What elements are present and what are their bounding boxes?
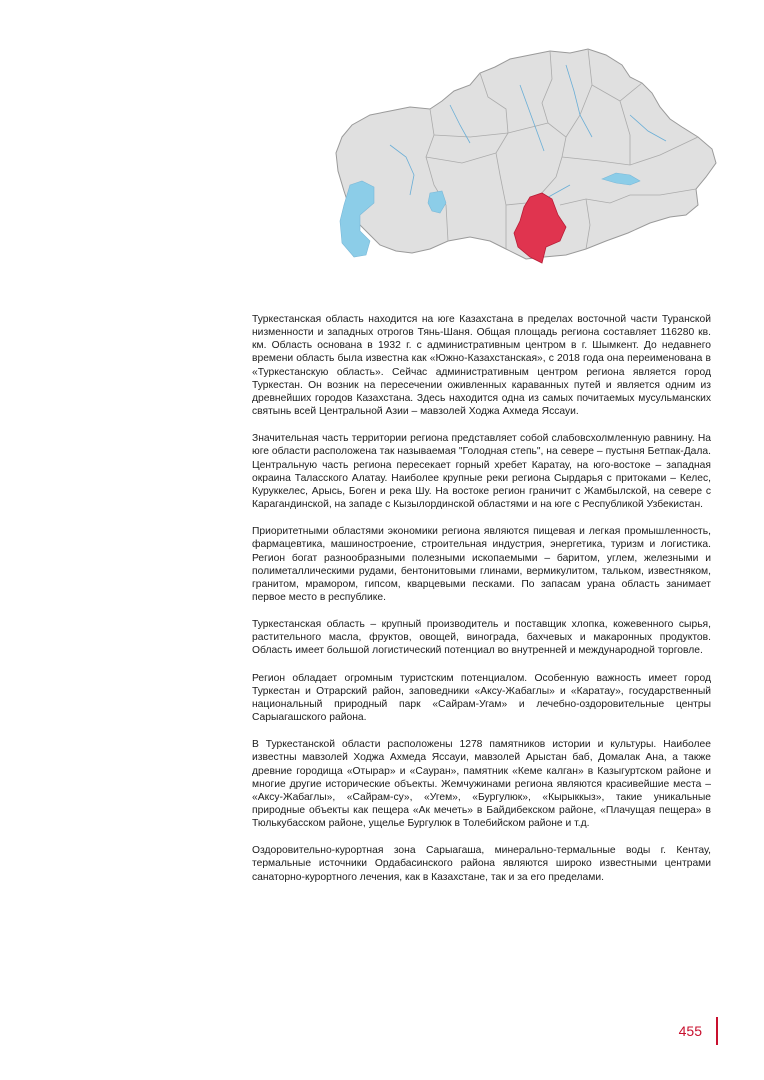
paragraph-agriculture: Туркестанская область – крупный производитель и поставщик хлопка, кожевенного сырья, растительного масла, фруктов, овощей, винограда, бахчевых и макаронных продуктов. Область имеет большой логистический потенциал во внутренней и международной торговле. xyxy=(252,619,711,657)
kazakhstan-region-map xyxy=(330,45,720,270)
page-number: 455 xyxy=(678,1023,702,1039)
paragraph-resorts: Оздоровительно-курортная зона Сарыагаша, минерально-термальные воды г. Кентау, термальные источники Ордабасинского района являются широко известными центрами санаторно-курортного лечения, как в Казахстане, так и за его пределами. xyxy=(252,845,711,883)
paragraph-geography: Значительная часть территории региона представляет собой слабовсхолмленную равнину. На юге области расположена так называемая "Голодная степь", на севере – пустыня Бетпак-Дала. Центральную часть региона пересекает горный хребет Каратау, на юго-востоке – западная окраина Таласского Алатау. Наиболее крупные реки региона Сырдарья с притоками – Келес, Куруккелес, Арысь, Боген и река Шу. На востоке регион граничит с Жамбылской, на севере с Карагандинской, на западе с Кызылординской областями и на юге с Республикой Узбекистан. xyxy=(252,433,711,511)
paragraph-tourism: Регион обладает огромным туристским потенциалом. Особенную важность имеет город Туркестан и Отрарский район, заповедники «Аксу-Жабаглы» и «Каратау», государственный национальный природный парк «Сайрам-Угам» и лечебно-оздоровительные центры Сарыагашского района. xyxy=(252,672,711,724)
paragraph-economy: Приоритетными областями экономики региона являются пищевая и легкая промышленность, фармацевтика, машиностроение, строительная индустрия, энергетика, туризм и логистика. Регион богат разнообразными полезными ископаемыми – баритом, углем, железными и полиметаллическими рудами, бентонитовыми глинами, вермикулитом, тальком, известняком, гранитом, мрамором, гипсом, кварцевыми песками. По запасам урана область занимает первое место в республике. xyxy=(252,526,711,603)
article-body xyxy=(252,313,711,898)
paragraph-intro: Туркестанская область находится на юге Казахстана в пределах восточной части Туранской низменности и западных отрогов Тянь-Шаня. Общая площадь региона составляет 116280 кв. км. Область основана в 1932 г. с административным центром в г. Шымкент. До недавнего времени область была известна как «Южно-Казахстанская», с 2018 года она переименована в «Туркестанскую область». Сейчас административным центром региона является город Туркестан. Он возник на пересечении оживленных караванных путей и является одним из древнейших городов Казахстана. Здесь находится одна из самых почитаемых мусульманских святынь всей Центральной Азии – мавзолей Ходжа Ахмеда Яссауи. xyxy=(252,314,711,418)
paragraph-monuments: В Туркестанской области расположены 1278 памятников истории и культуры. Наиболее известны мавзолей Ходжа Ахмеда Яссауи, мавзолей Арыстан баб, Домалак Ана, а также древние городища «Отырар» и «Сауран», памятник «Кеме калган» в Казыгуртском районе и многие другие исторические объекты. Жемчужинами региона являются красивейшие места – «Аксу-Жабаглы», «Сайрам-су», «Угем», «Бургулюк», «Кырыккыз», такие уникальные природные объекты как пещера «Ак мечеть» в Байдибекском районе, «Плачущая пещера» в Тюлькубасском районе, ущелье Бургулюк в Толебийском районе и т.д. xyxy=(252,739,711,830)
page-number-rule xyxy=(716,1017,718,1045)
